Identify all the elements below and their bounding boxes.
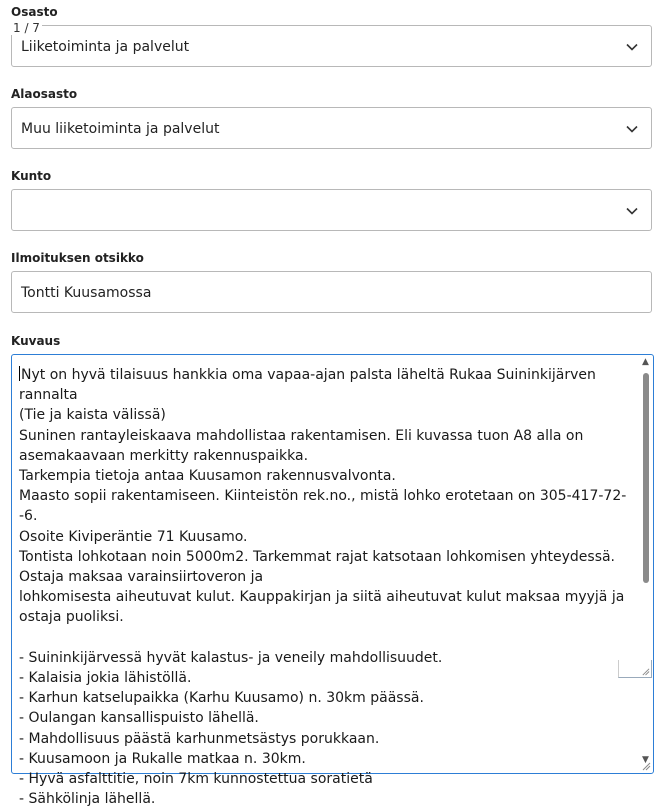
alaosasto-value: Muu liiketoiminta ja palvelut	[21, 121, 220, 137]
osasto-select[interactable]	[11, 25, 652, 67]
alaosasto-label: Alaosasto	[11, 87, 78, 101]
scrollbar-thumb[interactable]	[643, 373, 649, 583]
otsikko-input[interactable]	[11, 271, 652, 313]
chevron-down-icon	[625, 204, 639, 218]
chevron-down-icon	[625, 40, 639, 54]
otsikko-label: Ilmoituksen otsikko	[11, 251, 144, 265]
kuvaus-text-wrap	[19, 365, 634, 809]
resize-handle-icon[interactable]	[641, 667, 650, 676]
kuvaus-text: Nyt on hyvä tilaisuus hankkia oma vapaa-ajan palsta läheltä Rukaa Suininkijärven rannalta (Tie ja kaista välissä) Suninen rantayleiskaava mahdollistaa rakentamisen. Eli kuvassa tuon A8 alla on asemakaavaan merkitty rakennuspaikka. Tarkempia tietoja antaa Kuusamon rakennusvalvonta. Maasto sopii rakentamiseen. Kiinteistön rek.no., mistä lohko erotetaan on 305-417-72--6. Osoite Kiviperäntie 71 Kuusamo. Tontista lohkotaan noin 5000m2. Tarkemmat rajat katsotaan lohkomisen yhteydessä. Ostaja maksaa varainsiirtoveron ja lohkomisesta aiheutuvat kulut. Kauppakirjan ja siitä aiheutuvat kulut maksaa myyjä ja ostaja puoliksi. - Suininkijärvessä hyvät kalastus- ja veneily mahdollisuudet. - Kalaisia jokia lähistöllä. - Karhun katselupaikka (Karhu Kuusamo) n. 30km päässä. - Oulangan kansallispuisto lähellä. - Mahdollisuus päästä karhunmetsästys porukkaan. - Kuusamoon ja Rukalle matkaa n. 30km. - Hyvä asfalttitie, noin 7km kunnostettua soratietä - Sähkölinja lähellä.	[19, 367, 627, 808]
scroll-up-arrow-icon[interactable]: ▲	[642, 357, 649, 367]
scroll-down-arrow-icon[interactable]: ▼	[642, 755, 649, 765]
chevron-down-icon	[625, 122, 639, 136]
image-counter: 1 / 7	[13, 21, 40, 35]
resize-handle-icon[interactable]	[641, 761, 651, 771]
kunto-select[interactable]	[11, 189, 652, 231]
alaosasto-select[interactable]	[11, 107, 652, 149]
inner-resize-frame	[618, 660, 652, 678]
osasto-value: Liiketoiminta ja palvelut	[21, 39, 190, 55]
osasto-label: Osasto	[11, 5, 58, 19]
kunto-label: Kunto	[11, 169, 52, 183]
text-caret	[19, 366, 20, 381]
kuvaus-label: Kuvaus	[11, 334, 61, 348]
textarea-scrollbar[interactable]	[639, 355, 653, 773]
otsikko-value: Tontti Kuusamossa	[21, 285, 152, 301]
kuvaus-textarea[interactable]	[11, 354, 654, 808]
